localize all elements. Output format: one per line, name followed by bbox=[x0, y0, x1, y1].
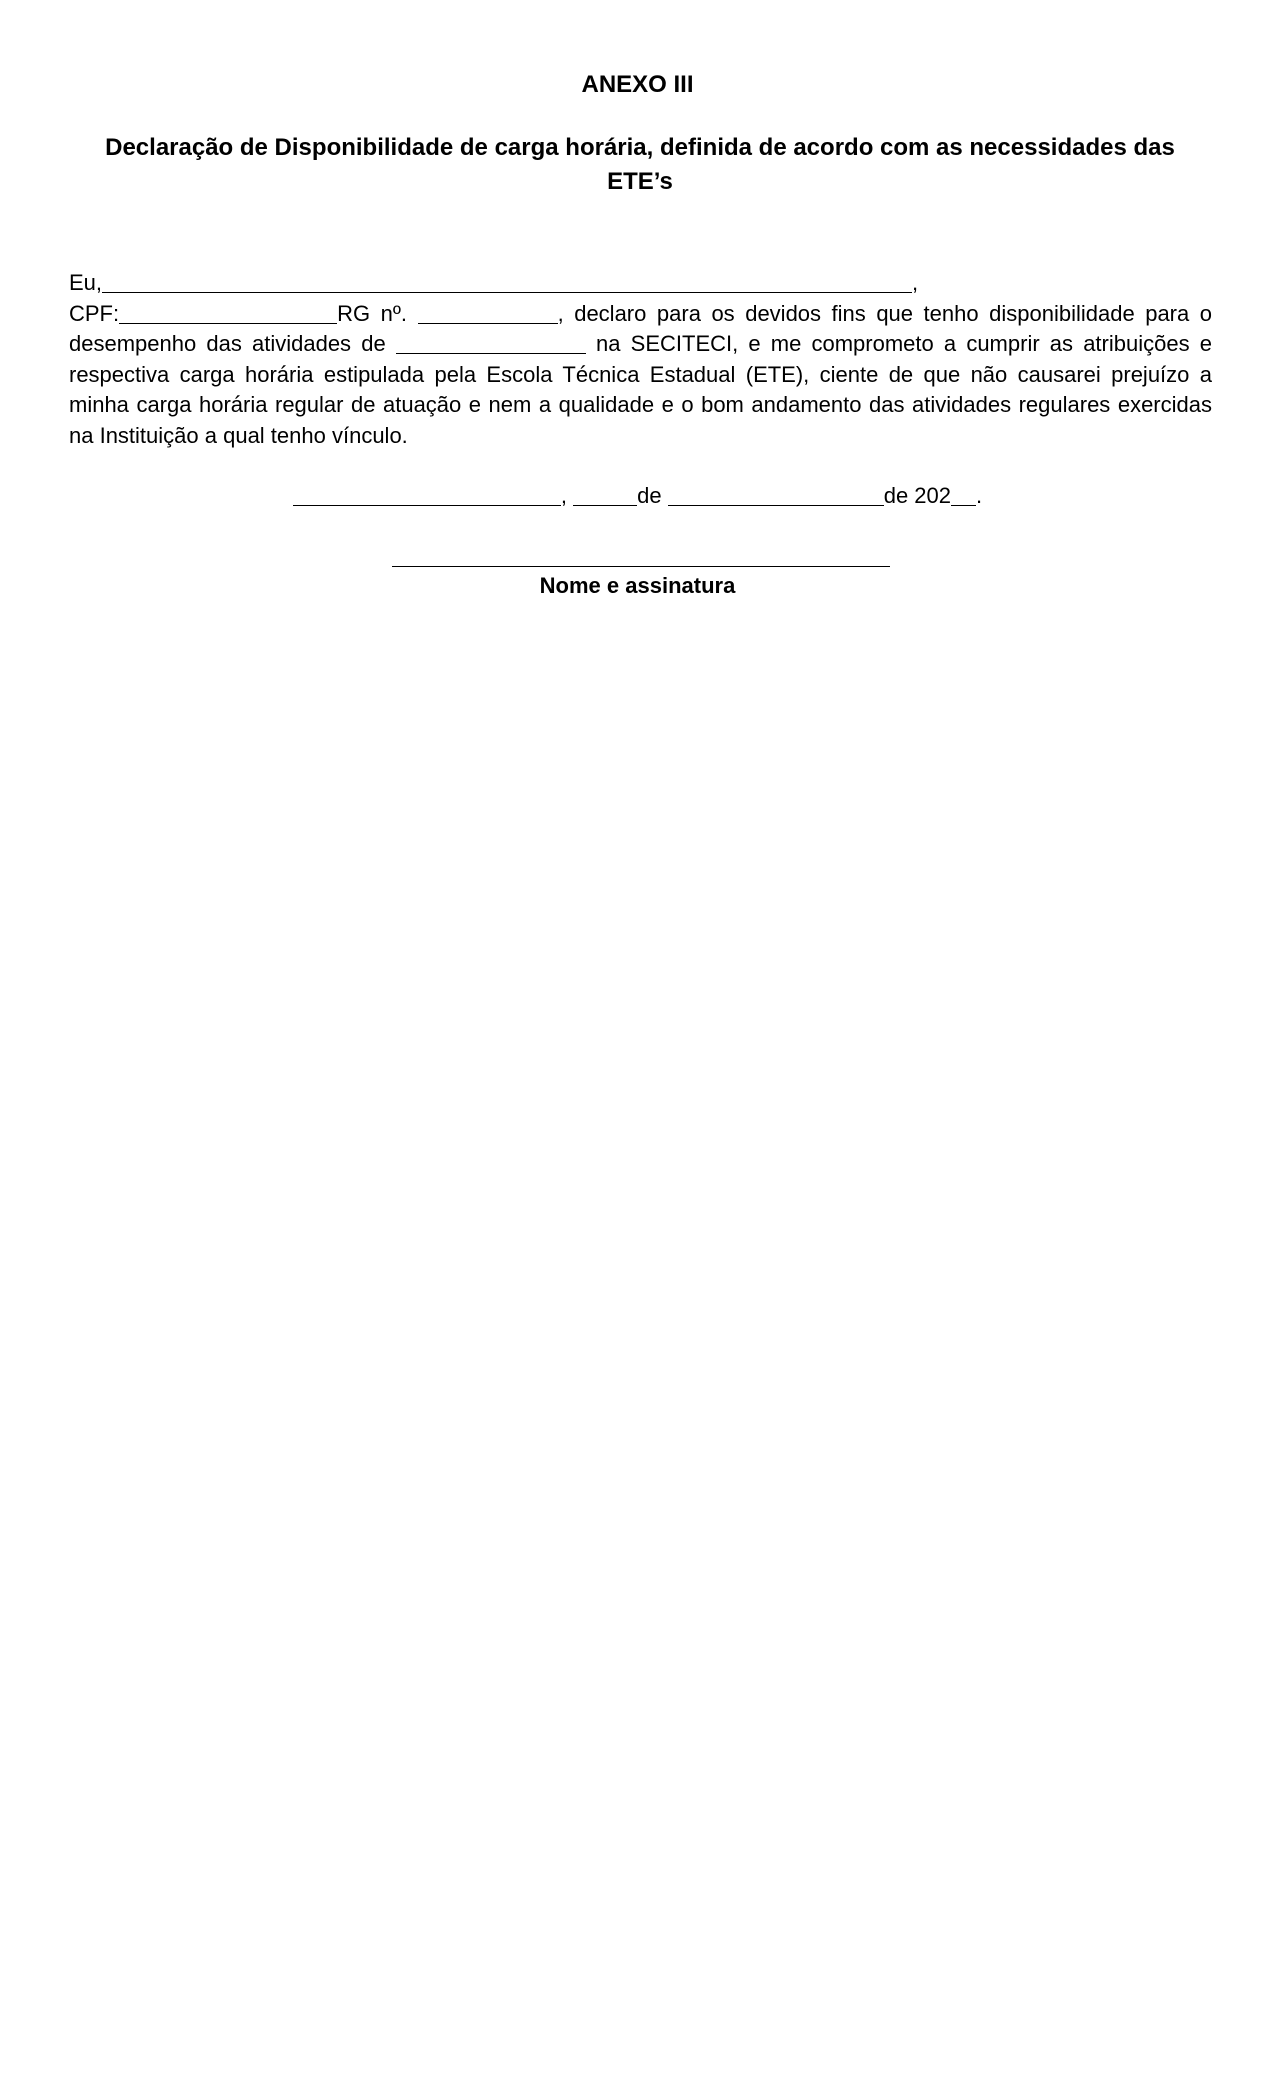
declaration-paragraph bbox=[69, 268, 1212, 451]
date-period: . bbox=[976, 483, 983, 508]
cpf-rg-line bbox=[69, 299, 1212, 330]
year-blank-field[interactable] bbox=[951, 485, 976, 506]
date-de-1: de bbox=[637, 483, 662, 508]
document-title: ANEXO III bbox=[581, 71, 694, 98]
name-prefix: Eu, bbox=[69, 270, 103, 295]
rg-blank-field[interactable] bbox=[418, 303, 558, 324]
atividades-prefix: desempenho das atividades de bbox=[69, 331, 386, 356]
date-comma: , bbox=[560, 483, 567, 508]
city-blank-field[interactable] bbox=[293, 485, 561, 506]
signature-line[interactable] bbox=[392, 566, 890, 567]
paragraph-line-6: na Instituição a qual tenho vínculo. bbox=[69, 422, 408, 448]
atividades-line bbox=[69, 329, 1212, 360]
cpf-label: CPF: bbox=[69, 300, 120, 326]
cpf-blank-field[interactable] bbox=[119, 303, 337, 324]
date-year-prefix: de 202 bbox=[883, 483, 952, 508]
document-subtitle: Declaração de Disponibilidade de carga horária, definida de acordo com as necessidades das ETE’s bbox=[105, 134, 1175, 195]
name-suffix: , bbox=[912, 270, 919, 295]
name-line bbox=[69, 268, 1212, 299]
paragraph-line-5: minha carga horária regular de atuação e nem a qualidade e o bom andamento das atividades regulares exercidas bbox=[69, 392, 1212, 417]
atividades-suffix: na SECITECI, e me comprometo a cumprir as atribuições e bbox=[596, 331, 1212, 356]
declaro-text: , declaro para os devidos fins que tenho disponibilidade para o bbox=[557, 300, 1212, 326]
date-line bbox=[0, 481, 1275, 511]
name-blank-field[interactable] bbox=[102, 272, 912, 293]
signature-label: Nome e assinatura bbox=[539, 573, 736, 598]
month-blank-field[interactable] bbox=[668, 485, 884, 506]
rg-label: RG nº. bbox=[337, 300, 408, 326]
day-blank-field[interactable] bbox=[573, 485, 637, 506]
atividades-blank-field[interactable] bbox=[396, 333, 586, 354]
paragraph-line-4: respectiva carga horária estipulada pela Escola Técnica Estadual (ETE), ciente de que não causarei prejuízo a bbox=[69, 361, 1212, 387]
